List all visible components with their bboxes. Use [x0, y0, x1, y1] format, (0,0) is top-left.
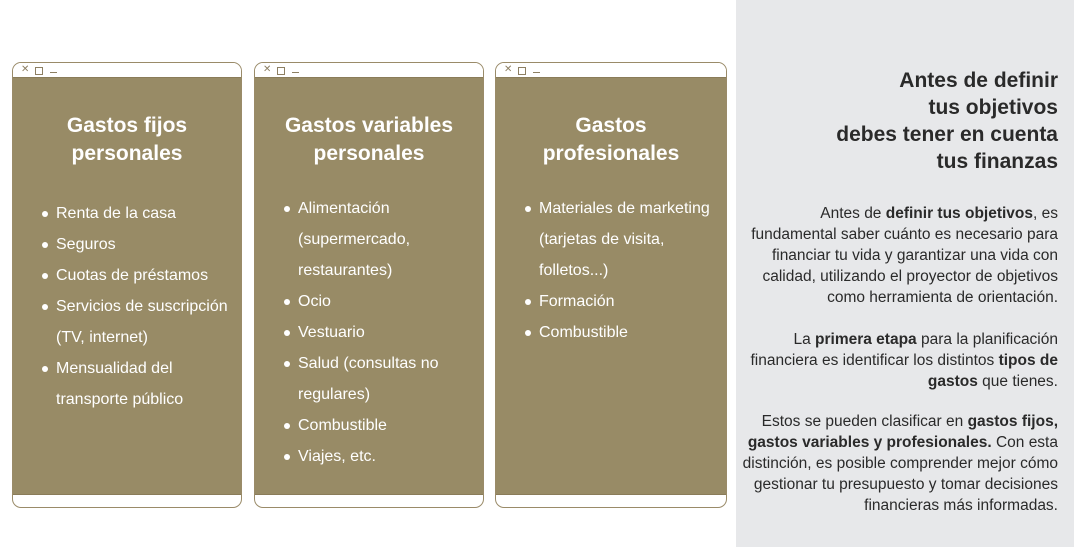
- info-panel: [736, 0, 1074, 547]
- list-item: Combustible: [298, 410, 471, 441]
- list-item: Renta de la casa: [56, 198, 229, 229]
- card-title: Gastos profesionales: [542, 114, 680, 165]
- list-item: Salud (consultas no regulares): [298, 348, 471, 410]
- close-icon: ✕: [21, 64, 30, 75]
- list-item: Mensualidad del transporte público: [56, 353, 229, 415]
- maximize-icon: [35, 67, 43, 75]
- expense-list: [255, 193, 483, 472]
- paragraph-first-stage: La primera etapa para la planificación financiera es identificar los distintos tipos de gastos que tienes.: [750, 331, 1058, 390]
- list-item: Servicios de suscripción (TV, internet): [56, 291, 229, 353]
- card-body: [255, 77, 483, 495]
- minimize-icon: [533, 72, 540, 73]
- window-titlebar: [13, 63, 241, 77]
- card-body: [13, 77, 241, 495]
- paragraph-classification: Estos se pueden clasificar en gastos fijos, gastos variables y profesionales. Con esta distinción, es posible comprender mejor cómo gestionar tu presupuesto y tomar decisiones financieras más informadas.: [742, 413, 1058, 514]
- card-fixed-expenses: [12, 62, 242, 508]
- card-title: Gastos fijos personales: [66, 114, 188, 165]
- maximize-icon: [277, 67, 285, 75]
- expense-list: [496, 193, 726, 348]
- card-professional-expenses: [495, 62, 727, 508]
- list-item: Ocio: [298, 286, 471, 317]
- list-item: Viajes, etc.: [298, 441, 471, 472]
- card-body: [496, 77, 726, 495]
- close-icon: ✕: [263, 64, 272, 75]
- minimize-icon: [292, 72, 299, 73]
- window-titlebar: [255, 63, 483, 77]
- list-item: Materiales de marketing (tarjetas de visita, folletos...): [539, 193, 714, 286]
- list-item: Combustible: [539, 317, 714, 348]
- list-item: Formación: [539, 286, 714, 317]
- list-item: Vestuario: [298, 317, 471, 348]
- paragraph-intro: Antes de definir tus objetivos, es fundamental saber cuánto es necesario para financiar tu vida y garantizar una vida con calidad, utilizando el proyector de objetivos como herramienta de orientación.: [751, 205, 1058, 306]
- minimize-icon: [50, 72, 57, 73]
- expense-list: [13, 198, 241, 415]
- list-item: Alimentación (supermercado, restaurantes): [298, 193, 471, 286]
- panel-heading: Antes de definir tus objetivos debes tener en cuenta tus finanzas: [836, 69, 1058, 173]
- window-titlebar: [496, 63, 726, 77]
- list-item: Seguros: [56, 229, 229, 260]
- list-item: Cuotas de préstamos: [56, 260, 229, 291]
- card-title: Gastos variables personales: [284, 114, 454, 165]
- maximize-icon: [518, 67, 526, 75]
- close-icon: ✕: [504, 64, 513, 75]
- card-variable-expenses: [254, 62, 484, 508]
